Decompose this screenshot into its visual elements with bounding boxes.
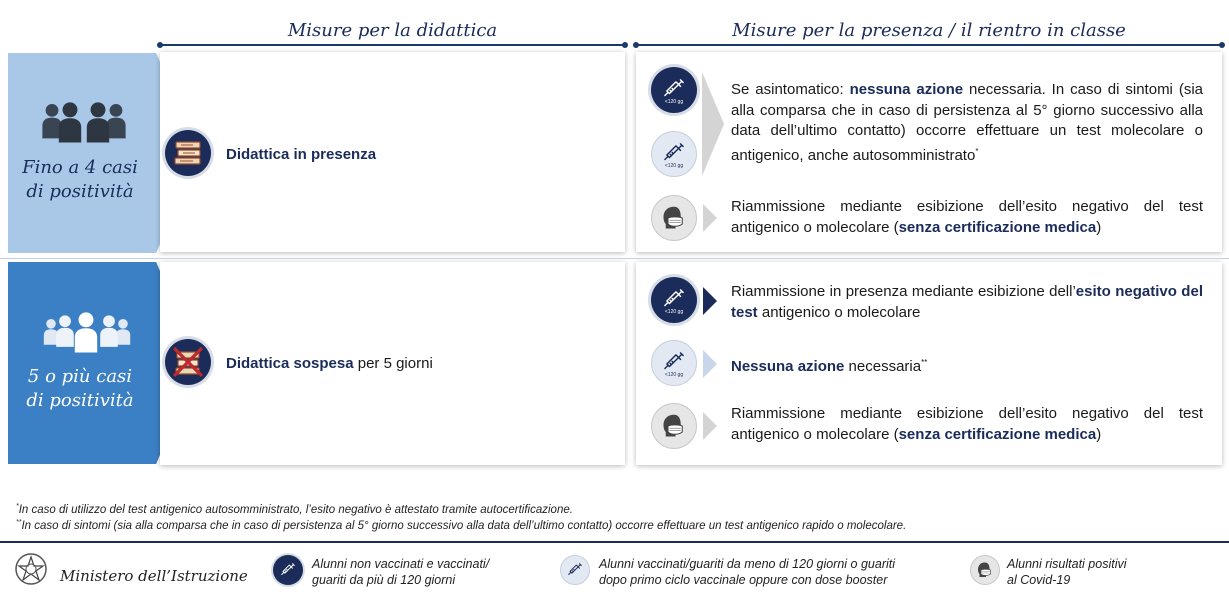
legend-item-3-line1: Alunni risultati positivi [1007, 557, 1127, 571]
row-2-label-line2: di positività [26, 390, 134, 411]
ministry-name: Ministero dell’Istruzione [60, 567, 248, 585]
legend-item-2 [599, 556, 895, 588]
footnote-2-text: In caso di sintomi (sia alla comparsa che in caso di persistenza al 5° giorno successivo alla data dell’ultimo contatto) occorre effettuare un test antigenico rapido o molecolare. [21, 519, 907, 532]
chevron-lightblue-icon [703, 350, 717, 378]
footnote-2-mark: ** [16, 519, 22, 526]
people-icon-light [42, 308, 134, 354]
legend-item-3-line2: al Covid-19 [1007, 573, 1071, 587]
chevron-grey-icon-row-2 [703, 412, 717, 440]
measure-text: Se asintomatico: [731, 81, 850, 98]
row-1-label-line2: di positività [26, 181, 134, 202]
measure-text: ) [1096, 218, 1102, 236]
header-didattica: Misure per la didattica [287, 20, 498, 41]
syringe-dark-icon-row-2 [651, 277, 697, 323]
measure-bold-text: senza certificazione medica [898, 218, 1097, 236]
chevron-navy-icon [703, 287, 717, 315]
footnote-1-text: In caso di utilizzo del test antigenico autosomministrato, l’esito negativo è attestato tramite autocertificazione. [18, 503, 573, 516]
row-1-label-line1: Fino a 4 casi [22, 157, 138, 178]
chevron-grey-icon [703, 204, 717, 232]
mask-icon-row-2 [651, 403, 697, 449]
legend-syringe-dark-icon [273, 555, 303, 585]
people-icon-dark [40, 98, 132, 144]
syringe-dark-icon [651, 67, 697, 113]
books-crossed-icon [165, 339, 211, 385]
ministry-emblem-icon [14, 552, 48, 586]
measure-text: Riammissione mediante esibizione dell’esito negativo del test antigenico o molecolare ( [731, 405, 1203, 443]
header-presenza-line [636, 44, 1222, 46]
syringe-light-icon-label: <120 gg [664, 162, 684, 169]
syringe-light-icon-row-2-label: <120 gg [664, 371, 684, 378]
legend-item-1 [312, 556, 489, 588]
syringe-light-icon-row-2 [651, 340, 697, 386]
didattica-row-2-text [226, 355, 433, 372]
measure-bold-text: senza certificazione medica [898, 425, 1097, 443]
row-divider [0, 258, 1229, 259]
legend-item-2-line1: Alunni vaccinati/guariti da meno di 120 giorni o guariti [599, 557, 896, 571]
measure-bold-text: nessuna azione [849, 81, 964, 98]
measure-row-1-2 [731, 197, 1203, 238]
didattica-row-2-bold: Didattica sospesa [226, 355, 354, 372]
row-1-label [10, 156, 150, 204]
legend-item-2-line2: dopo primo ciclo vaccinale oppure con dose booster [599, 573, 888, 587]
measure-text: Riammissione in presenza mediante esibizione dell’ [731, 283, 1076, 300]
legend-syringe-light-icon [560, 555, 590, 585]
big-chevron-icon [702, 72, 724, 176]
measure-row-1-1 [731, 80, 1203, 166]
measure-row-2-1 [731, 282, 1203, 323]
header-didattica-line [160, 44, 625, 46]
measure-bold-text: esito negativo del test [731, 283, 1203, 321]
legend-mask-icon [970, 555, 1000, 585]
measure-text: ) [1096, 425, 1102, 443]
footnote-1 [16, 503, 573, 516]
legend-item-1-line2: guariti da più di 120 giorni [312, 573, 456, 587]
syringe-dark-icon-row-2-label: <120 gg [664, 308, 684, 315]
books-icon [165, 130, 211, 176]
footnote-1-mark: * [16, 503, 19, 510]
didattica-row-1-bold: Didattica in presenza [226, 146, 377, 163]
syringe-light-icon [651, 131, 697, 177]
footnote-2 [16, 519, 906, 532]
row-2-label [10, 365, 150, 413]
syringe-dark-icon-label: <120 gg [664, 98, 684, 105]
header-presenza: Misure per la presenza / il rientro in classe [732, 20, 1126, 41]
measure-row-2-2 [731, 353, 1203, 378]
measure-bold-text: Nessuna azione [731, 358, 845, 375]
didattica-row-2-rest: per 5 giorni [353, 355, 433, 372]
row-2-label-line1: 5 o più casi [27, 366, 133, 387]
measure-row-2-3 [731, 404, 1203, 445]
legend-item-1-line1: Alunni non vaccinati e vaccinati/ [312, 557, 490, 571]
measure-text: necessaria. In caso di sintomi (sia alla comparsa che in caso di persistenza al 5° giorno successivo alla data dell’ultimo contatto) occorre effettuare un test molecolare o antigenico, anche autosomministrato [731, 81, 1204, 164]
legend-divider [0, 541, 1229, 543]
didattica-row-1-text [226, 146, 376, 163]
legend-item-3 [1007, 556, 1127, 588]
measure-text: Riammissione mediante esibizione dell’esito negativo del test antigenico o molecolare ( [731, 198, 1203, 236]
measure-text: necessaria [844, 358, 922, 375]
measure-footnote-mark: * [975, 146, 979, 156]
mask-icon [651, 195, 697, 241]
measure-footnote-mark: ** [921, 358, 928, 367]
measure-text: antigenico o molecolare [757, 303, 921, 321]
